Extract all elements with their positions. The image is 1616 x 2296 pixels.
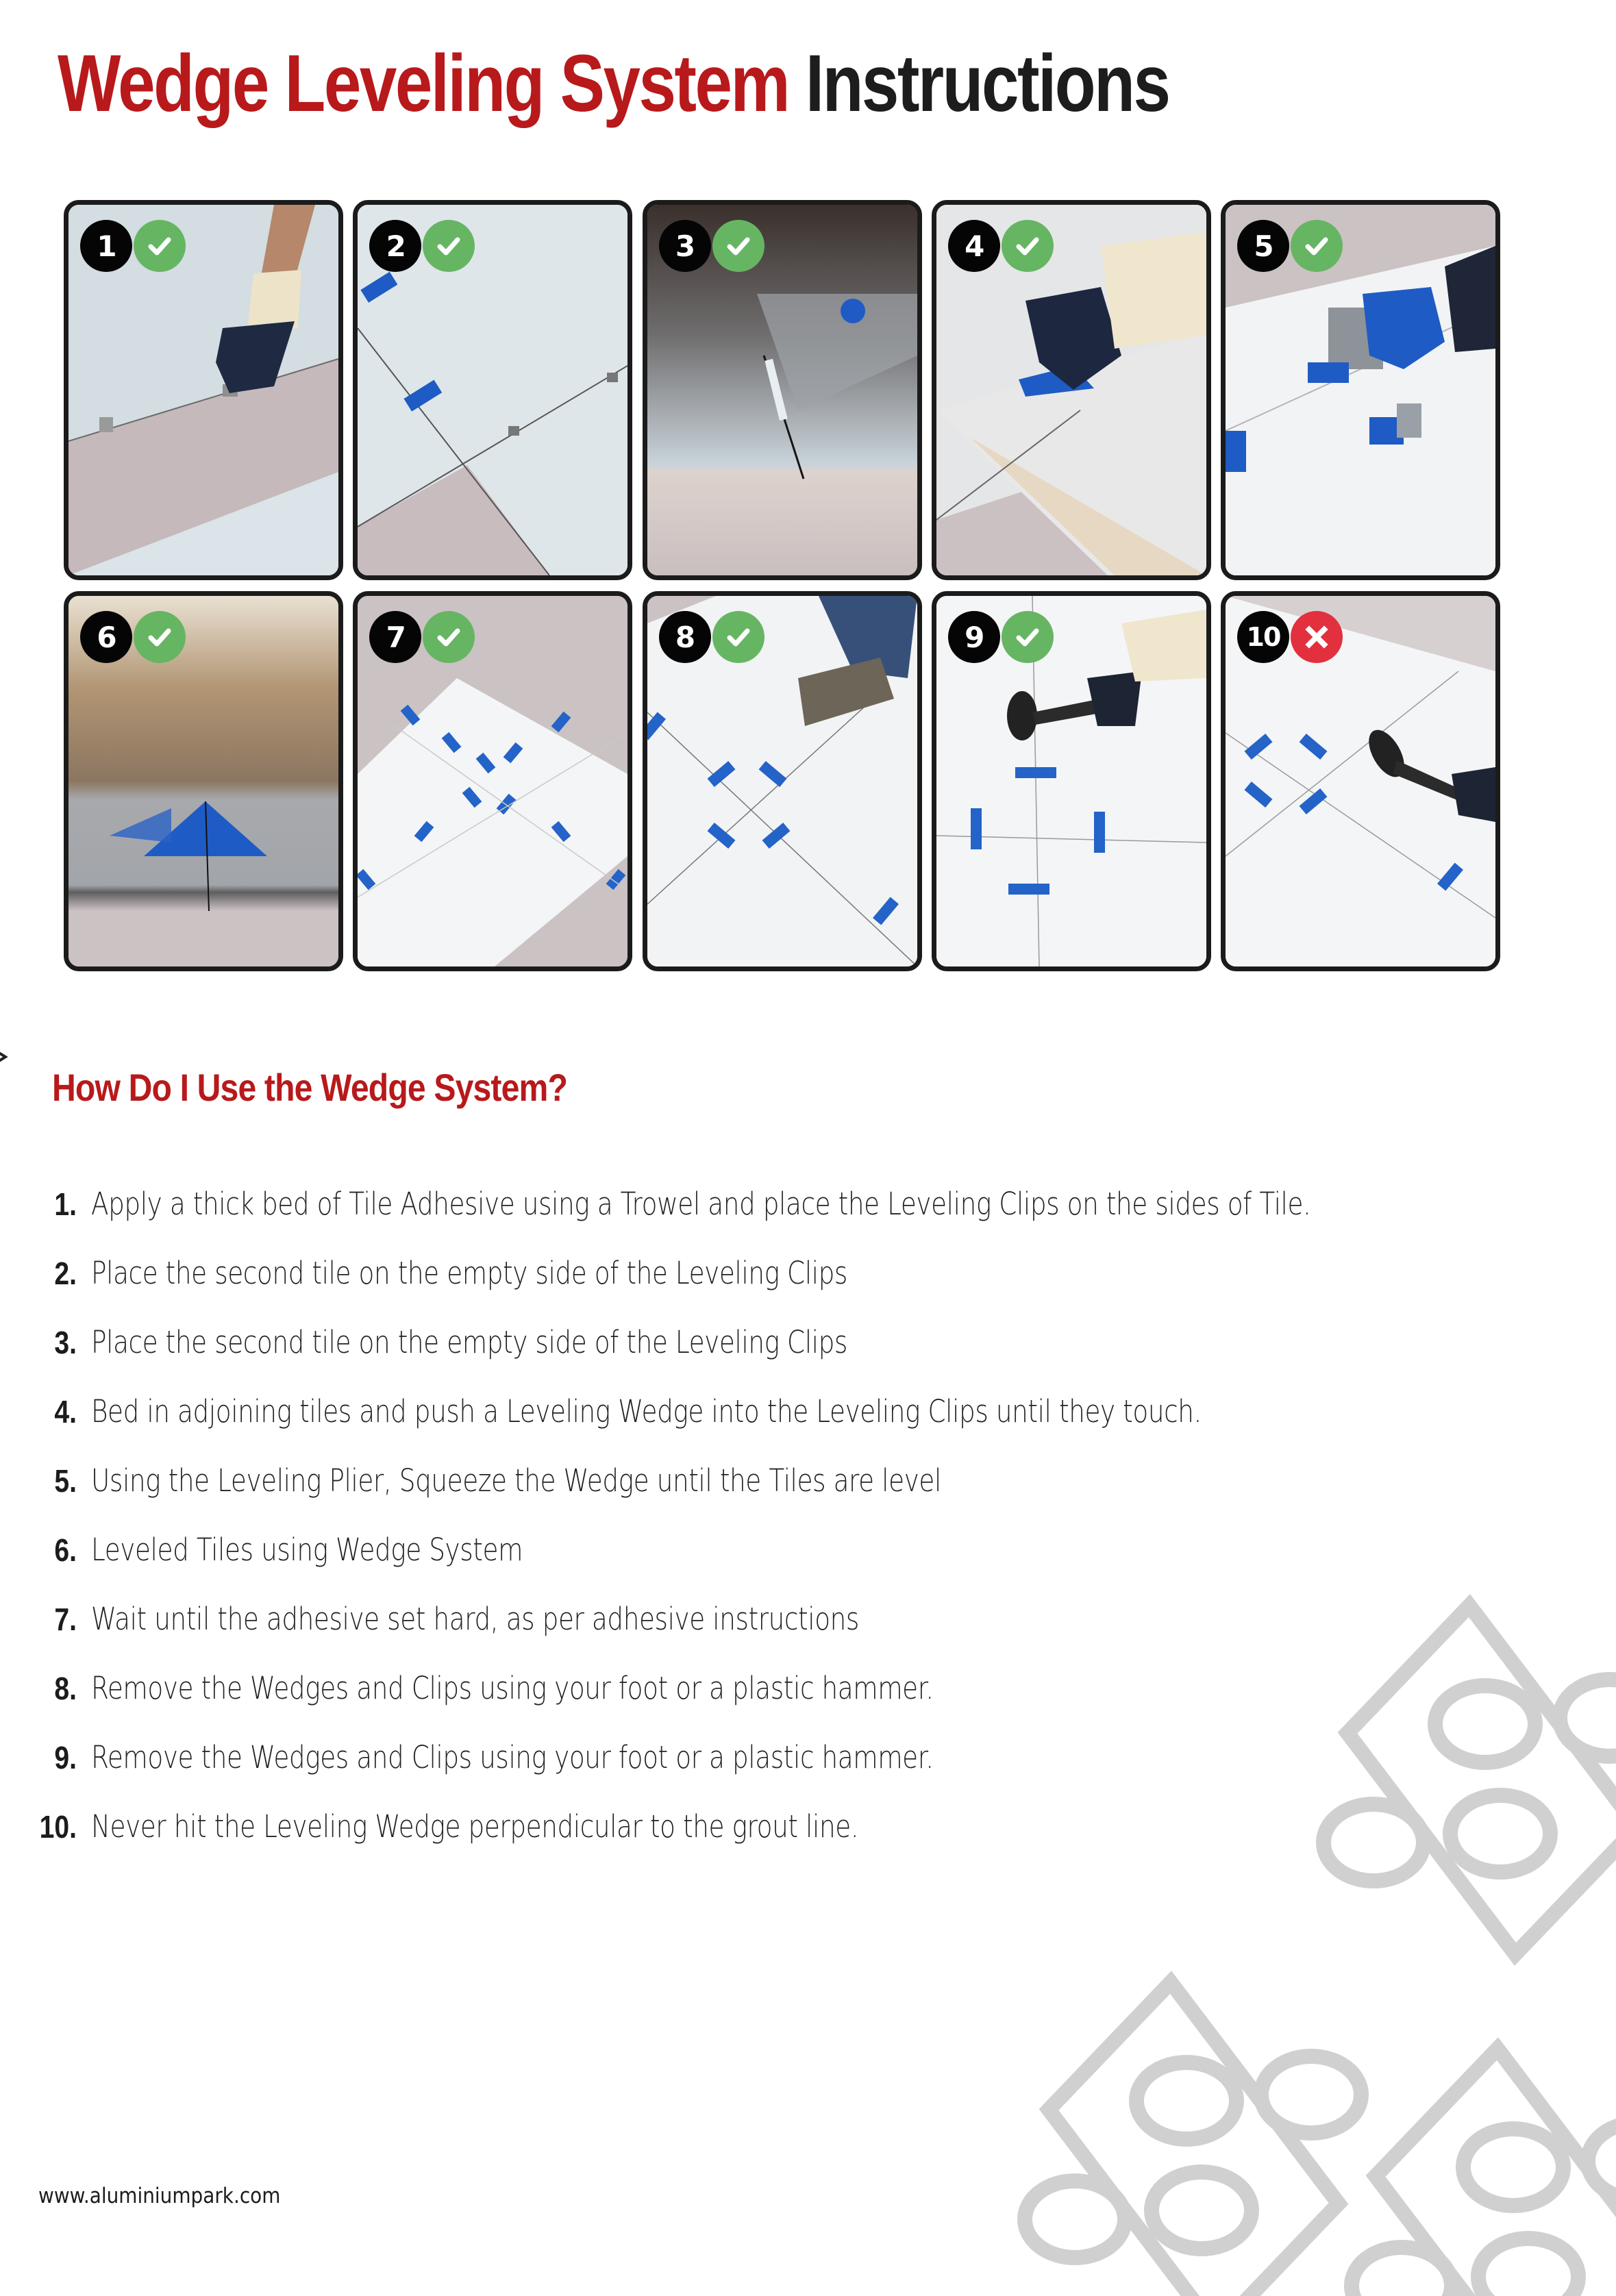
- step-number-badge: 6: [80, 611, 132, 663]
- step-number-badge: 5: [1237, 220, 1289, 272]
- step-text: Apply a thick bed of Tile Adhesive using a Trowel and place the Leveling Clips on the sides of Tile.: [91, 1186, 1311, 1222]
- step-number-badge: 7: [369, 611, 421, 663]
- check-icon: [423, 611, 475, 663]
- check-icon: [712, 220, 765, 272]
- step-text: Remove the Wedges and Clips using your foot or a plastic hammer.: [91, 1670, 934, 1706]
- step-number: 8.: [54, 1671, 77, 1706]
- step-number-badge: 10: [1237, 611, 1289, 663]
- step-3-badges: [659, 220, 765, 272]
- step-number-badge: 4: [948, 220, 1000, 272]
- step-text: Never hit the Leveling Wedge perpendicular to the grout line.: [91, 1808, 859, 1845]
- check-icon: [1002, 220, 1054, 272]
- check-icon: [1291, 220, 1343, 272]
- step-text: Leveled Tiles using Wedge System: [91, 1532, 523, 1568]
- step-number-badge: 9: [948, 611, 1000, 663]
- step-number: 6.: [54, 1532, 77, 1568]
- step-panel-8: [643, 591, 922, 971]
- pattern-motif-bottom-left: [1025, 1982, 1361, 2296]
- step-text: Wait until the adhesive set hard, as per adhesive instructions: [91, 1601, 859, 1637]
- pattern-motif-bottom-right: [1352, 2049, 1616, 2296]
- step-number-badge: 1: [80, 220, 132, 272]
- page-title: [58, 36, 1169, 132]
- title-accent: Wedge Leveling System: [58, 38, 789, 129]
- step-6-badges: [80, 611, 186, 663]
- step-2-badges: [369, 220, 475, 272]
- step-text: Remove the Wedges and Clips using your foot or a plastic hammer.: [91, 1739, 934, 1775]
- step-panel-7: [353, 591, 632, 971]
- step-text: Using the Leveling Plier, Squeeze the Wedge until the Tiles are level: [91, 1462, 941, 1499]
- instruction-photo-grid: [64, 200, 1500, 971]
- step-panel-1: [64, 200, 343, 580]
- step-panel-2: [353, 200, 632, 580]
- step-panel-9: [932, 591, 1211, 971]
- step-number: 7.: [54, 1601, 77, 1637]
- step-number: 2.: [54, 1256, 77, 1291]
- step-panel-5: [1221, 200, 1500, 580]
- step-panel-6: [64, 591, 343, 971]
- pattern-motif-top: [1323, 1606, 1616, 1954]
- step-8-badges: [659, 611, 765, 663]
- step-4-badges: [948, 220, 1054, 272]
- check-icon: [1002, 611, 1054, 663]
- check-icon: [423, 220, 475, 272]
- check-icon: [134, 220, 186, 272]
- step-number-badge: 2: [369, 220, 421, 272]
- step-text: Bed in adjoining tiles and push a Leveling Wedge into the Leveling Clips until they touch.: [91, 1393, 1202, 1430]
- step-number: 10.: [39, 1809, 77, 1845]
- step-number-badge: 3: [659, 220, 711, 272]
- check-icon: [134, 611, 186, 663]
- check-icon: [712, 611, 765, 663]
- step-text: Place the second tile on the empty side of the Leveling Clips: [91, 1324, 847, 1360]
- chevron-right-icon: [0, 1048, 8, 1066]
- step-number: 3.: [54, 1325, 77, 1360]
- step-7-badges: [369, 611, 475, 663]
- cross-icon: [1291, 611, 1343, 663]
- title-plain: Instructions: [805, 38, 1169, 129]
- website-link[interactable]: www.aluminiumpark.com: [38, 2184, 281, 2208]
- section-heading: How Do I Use the Wedge System?: [52, 1066, 568, 1109]
- step-number: 5.: [54, 1463, 77, 1499]
- step-5-badges: [1237, 220, 1343, 272]
- step-9-badges: [948, 611, 1054, 663]
- step-number: 1.: [54, 1186, 77, 1222]
- step-panel-3: [643, 200, 922, 580]
- step-panel-4: [932, 200, 1211, 580]
- step-panel-10: [1221, 591, 1500, 971]
- step-text: Place the second tile on the empty side of the Leveling Clips: [91, 1255, 847, 1291]
- step-number-badge: 8: [659, 611, 711, 663]
- step-10-badges: [1237, 611, 1343, 663]
- step-number: 9.: [54, 1740, 77, 1775]
- step-1-badges: [80, 220, 186, 272]
- step-number: 4.: [54, 1394, 77, 1430]
